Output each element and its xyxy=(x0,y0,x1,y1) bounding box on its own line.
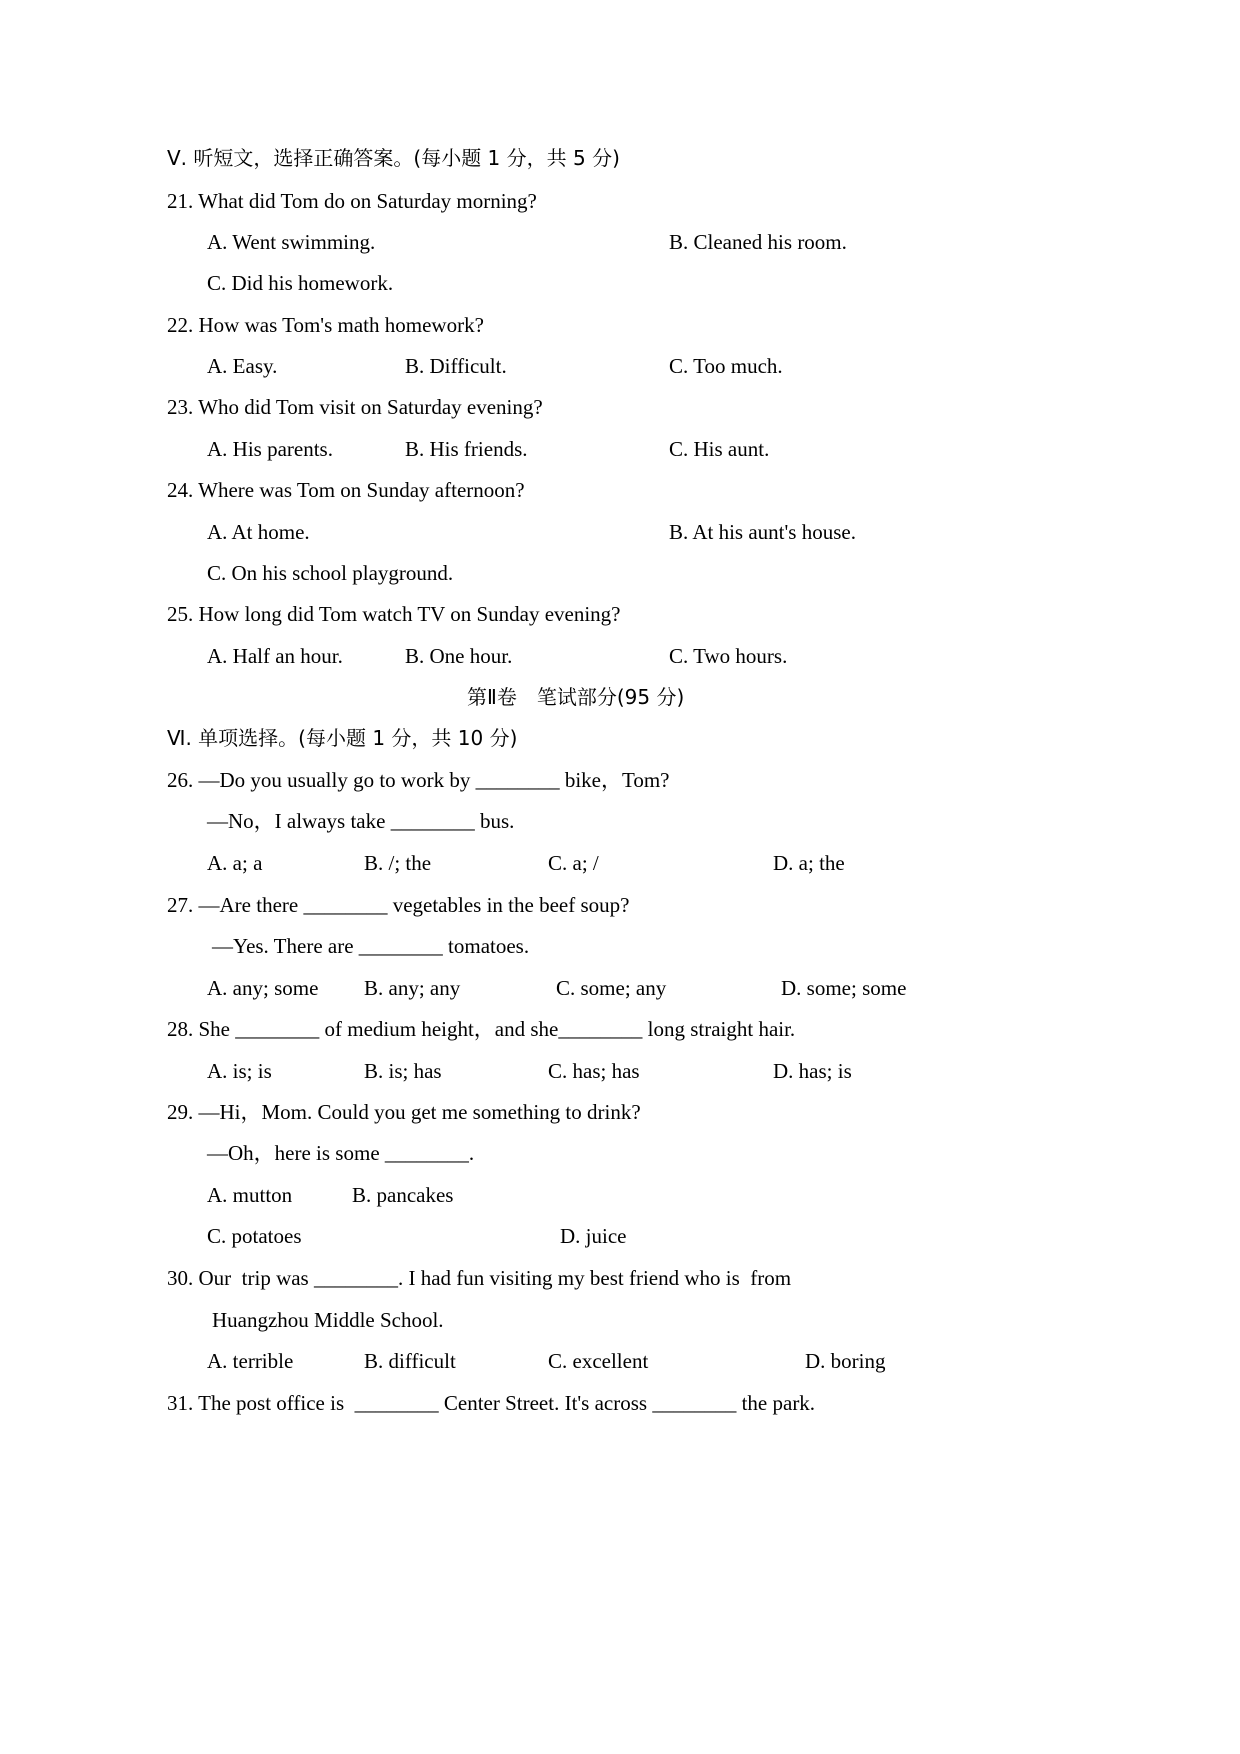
question-22-option-a: A. Easy. xyxy=(207,354,278,378)
section-vi-heading: Ⅵ. 单项选择。(每小题 1 分，共 10 分) xyxy=(167,726,518,750)
question-30-option-c: C. excellent xyxy=(548,1349,649,1373)
question-24-option-c: C. On his school playground. xyxy=(207,561,454,585)
question-30-option-a: A. terrible xyxy=(207,1349,294,1373)
question-30-stem: 30. Our trip was ________. I had fun visiting my best friend who is from xyxy=(167,1266,792,1290)
question-27-option-c: C. some; any xyxy=(556,976,667,1000)
question-27-option-a: A. any; some xyxy=(207,976,319,1000)
question-25-option-c: C. Two hours. xyxy=(669,644,788,668)
question-27-option-b: B. any; any xyxy=(364,976,461,1000)
question-21-option-b: B. Cleaned his room. xyxy=(669,230,847,254)
question-29-option-b: B. pancakes xyxy=(352,1183,454,1207)
question-26-option-a: A. a; a xyxy=(207,851,263,875)
section-v-heading: Ⅴ. 听短文，选择正确答案。(每小题 1 分，共 5 分) xyxy=(167,146,620,170)
question-27-stem-reply: —Yes. There are ________ tomatoes. xyxy=(212,934,530,958)
question-23-option-c: C. His aunt. xyxy=(669,437,770,461)
question-24-option-a: A. At home. xyxy=(207,520,310,544)
question-28-option-c: C. has; has xyxy=(548,1059,640,1083)
question-30-option-b: B. difficult xyxy=(364,1349,456,1373)
question-28-option-d: D. has; is xyxy=(773,1059,852,1083)
question-21-stem: 21. What did Tom do on Saturday morning? xyxy=(167,189,537,213)
question-22-option-c: C. Too much. xyxy=(669,354,783,378)
part-ii-heading: 第Ⅱ卷 笔试部分(95 分) xyxy=(467,685,685,709)
question-26-option-b: B. /; the xyxy=(364,851,432,875)
question-23-option-a: A. His parents. xyxy=(207,437,333,461)
question-25-option-b: B. One hour. xyxy=(405,644,513,668)
question-30-stem-continued: Huangzhou Middle School. xyxy=(212,1308,444,1332)
question-21-option-a: A. Went swimming. xyxy=(207,230,376,254)
question-21-option-c: C. Did his homework. xyxy=(207,271,394,295)
question-24-option-b: B. At his aunt's house. xyxy=(669,520,856,544)
question-29-option-d: D. juice xyxy=(560,1224,627,1248)
question-26-stem: 26. —Do you usually go to work by ________ bike，Tom? xyxy=(167,768,670,792)
question-27-stem: 27. —Are there ________ vegetables in the beef soup? xyxy=(167,893,630,917)
question-29-option-a: A. mutton xyxy=(207,1183,293,1207)
question-29-stem: 29. —Hi，Mom. Could you get me something to drink? xyxy=(167,1100,641,1124)
question-28-option-b: B. is; has xyxy=(364,1059,442,1083)
question-26-stem-reply: —No，I always take ________ bus. xyxy=(207,809,515,833)
question-29-option-c: C. potatoes xyxy=(207,1224,302,1248)
question-27-option-d: D. some; some xyxy=(781,976,907,1000)
question-23-stem: 23. Who did Tom visit on Saturday evening? xyxy=(167,395,543,419)
question-23-option-b: B. His friends. xyxy=(405,437,528,461)
question-28-stem: 28. She ________ of medium height，and she________ long straight hair. xyxy=(167,1017,796,1041)
question-26-option-d: D. a; the xyxy=(773,851,845,875)
question-30-option-d: D. boring xyxy=(805,1349,886,1373)
question-24-stem: 24. Where was Tom on Sunday afternoon? xyxy=(167,478,525,502)
question-25-option-a: A. Half an hour. xyxy=(207,644,343,668)
question-28-option-a: A. is; is xyxy=(207,1059,272,1083)
question-22-option-b: B. Difficult. xyxy=(405,354,507,378)
question-26-option-c: C. a; / xyxy=(548,851,599,875)
question-29-stem-reply: —Oh，here is some ________. xyxy=(207,1141,475,1165)
question-31-stem: 31. The post office is ________ Center Street. It's across ________ the park. xyxy=(167,1391,816,1415)
question-25-stem: 25. How long did Tom watch TV on Sunday evening? xyxy=(167,602,621,626)
question-22-stem: 22. How was Tom's math homework? xyxy=(167,313,484,337)
